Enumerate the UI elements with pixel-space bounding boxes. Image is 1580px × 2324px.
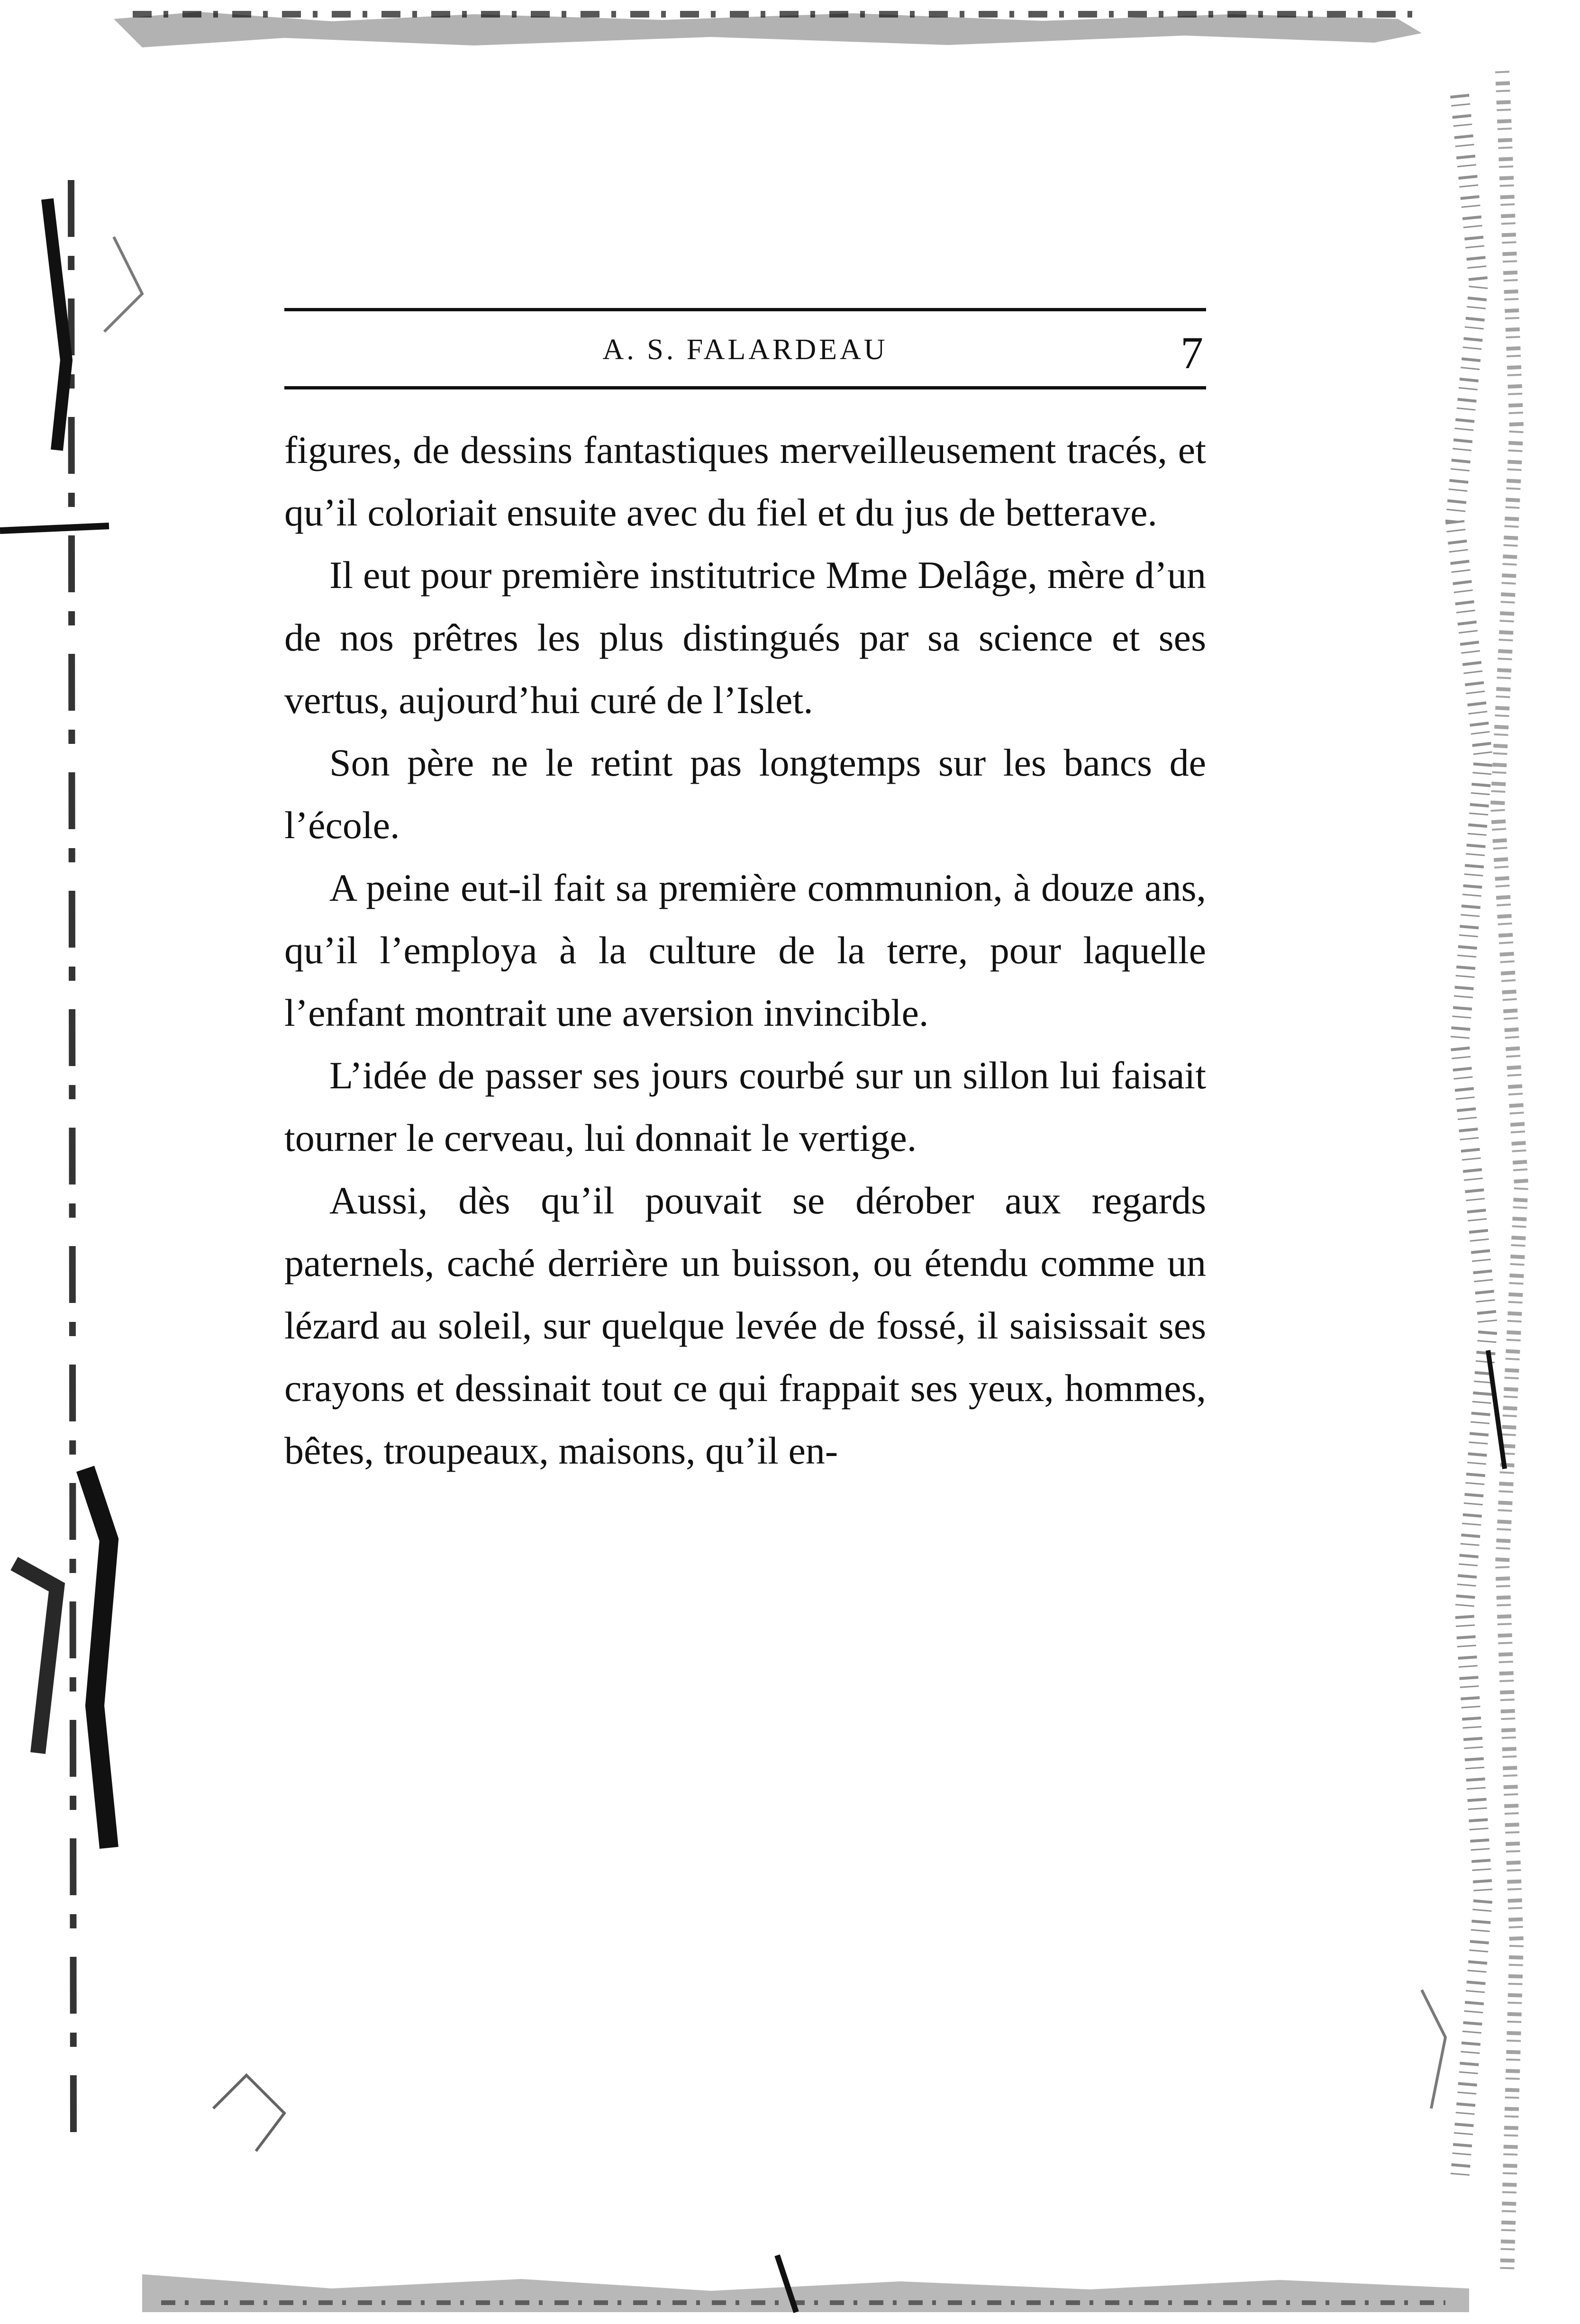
paragraph: Son père ne le retint pas longtemps sur les bancs de l’école.	[284, 741, 1206, 847]
header-top-rule	[284, 308, 1206, 311]
paragraph: Il eut pour première institutrice Mme Delâge, mère d’un de nos prêtres les plus distingués par sa science et ses vertus, aujourd’hui curé de l’Islet.	[284, 553, 1206, 722]
paragraph: L’idée de passer ses jours courbé sur un sillon lui faisait tourner le cerveau, lui donnait le vertige.	[284, 1054, 1206, 1159]
body-text	[284, 419, 1206, 1482]
paragraph: figures, de dessins fantastiques merveilleusement tracés, et qu’il coloriait ensuite avec du fiel et du jus de betterave.	[284, 428, 1206, 534]
book-page	[284, 308, 1206, 1482]
running-title: A. S. FALARDEAU	[602, 334, 888, 366]
paragraph: A peine eut-il fait sa première communion, à douze ans, qu’il l’employa à la culture de la terre, pour laquelle l’enfant montrait une aversion invincible.	[284, 866, 1206, 1034]
running-head	[284, 327, 1206, 378]
paragraph: Aussi, dès qu’il pouvait se dérober aux regards paternels, caché derrière un buisson, ou étendu comme un lézard au soleil, sur quelque levée de fossé, il saisissait ses crayons et dessinait tout ce qui frappait ses yeux, hommes, bêtes, troupeaux, maisons, qu’il en-	[284, 1179, 1206, 1472]
page-number: 7	[1180, 327, 1203, 378]
header-bottom-rule	[284, 386, 1206, 389]
